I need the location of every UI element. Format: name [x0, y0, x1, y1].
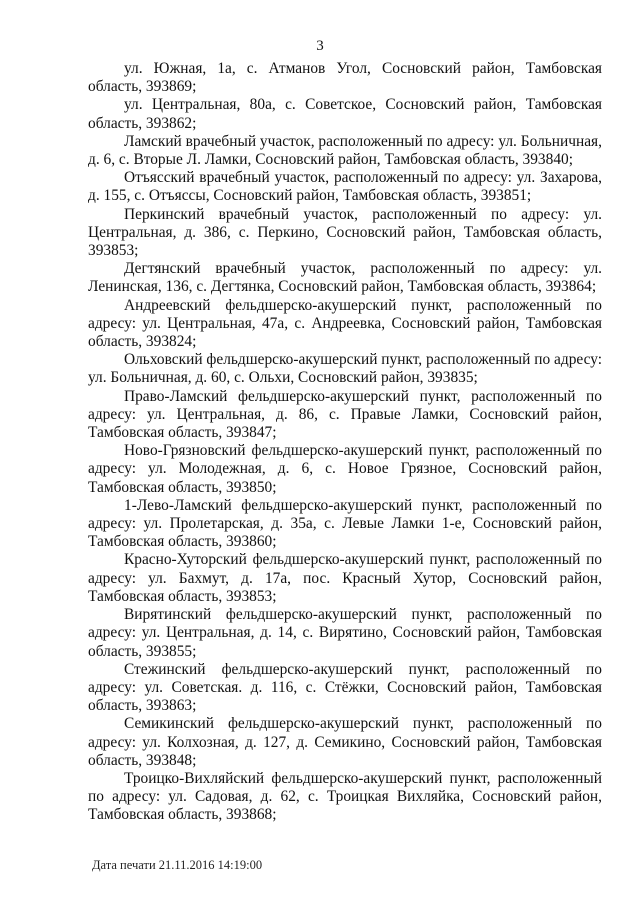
address-entry: Право-Ламский фельдшерско-акушерский пункт, расположенный по адресу: ул. Центральная, д. 86, с. Правые Ламки, Сосновский район, Тамбовская область, 393847;	[88, 387, 602, 442]
address-entry: ул. Южная, 1а, с. Атманов Угол, Сосновский район, Тамбовская область, 393869;	[88, 60, 602, 96]
address-entry: Ольховский фельдшерско-акушерский пункт, расположенный по адресу: ул. Больничная, д. 60, с. Ольхи, Сосновский район, 393835;	[88, 351, 602, 387]
address-entry: Ново-Грязновский фельдшерско-акушерский пункт, расположенный по адресу: ул. Молодежная, д. 6, с. Новое Грязное, Сосновский район, Тамбовская область, 393850;	[88, 442, 602, 496]
address-entry: Семикинский фельдшерско-акушерский пункт, расположенный по адресу: ул. Колхозная, д. 127, д. Семикино, Сосновский район, Тамбовская область, 393848;	[88, 715, 602, 769]
address-entry: Ламский врачебный участок, расположенный по адресу: ул. Больничная, д. 6, с. Вторые Л. Ламки, Сосновский район, Тамбовская область, 393840;	[88, 132, 602, 169]
address-entry: Андреевский фельдшерско-акушерский пункт, расположенный по адресу: ул. Центральная, 47а, с. Андреевка, Сосновский район, Тамбовская область, 393824;	[88, 296, 602, 351]
address-entry: 1-Лево-Ламский фельдшерско-акушерский пункт, расположенный по адресу: ул. Пролетарская, д. 35а, с. Левые Ламки 1-е, Сосновский район, Тамбовская область, 393860;	[88, 496, 602, 551]
address-entry: Дегтянский врачебный участок, расположенный по адресу: ул. Ленинская, 136, с. Дегтянка, Сосновский район, Тамбовская область, 393864;	[88, 260, 602, 296]
document-body	[88, 60, 602, 825]
page-number: 3	[316, 38, 324, 54]
address-entry: Стежинский фельдшерско-акушерский пункт, расположенный по адресу: ул. Советская. д. 116, с. Стёжки, Сосновский район, Тамбовская область, 393863;	[88, 660, 602, 715]
address-entry: Красно-Хуторский фельдшерско-акушерский пункт, расположенный по адресу: ул. Бахмут, д. 17а, пос. Красный Хутор, Сосновский район, Тамбовская область, 393853;	[88, 551, 602, 605]
print-date-footer: Дата печати 21.11.2016 14:19:00	[92, 858, 263, 872]
address-entry: Перкинский врачебный участок, расположенный по адресу: ул. Центральная, д. 386, с. Перкино, Сосновский район, Тамбовская область, 393853;	[88, 205, 602, 260]
address-entry: Троицко-Вихляйский фельдшерско-акушерский пункт, расположенный по адресу: ул. Садовая, д. 62, с. Троицкая Вихляйка, Сосновский район, Тамбовская область, 393868;	[88, 769, 602, 824]
address-entry: ул. Центральная, 80а, с. Советское, Сосновский район, Тамбовская область, 393862;	[88, 96, 602, 132]
address-entry: Вирятинский фельдшерско-акушерский пункт, расположенный по адресу: ул. Центральная, д. 14, с. Вирятино, Сосновский район, Тамбовская область, 393855;	[88, 606, 602, 660]
address-entry: Отъясский врачебный участок, расположенный по адресу: ул. Захарова, д. 155, с. Отъяссы, Сосновский район, Тамбовская область, 393851;	[88, 169, 602, 205]
